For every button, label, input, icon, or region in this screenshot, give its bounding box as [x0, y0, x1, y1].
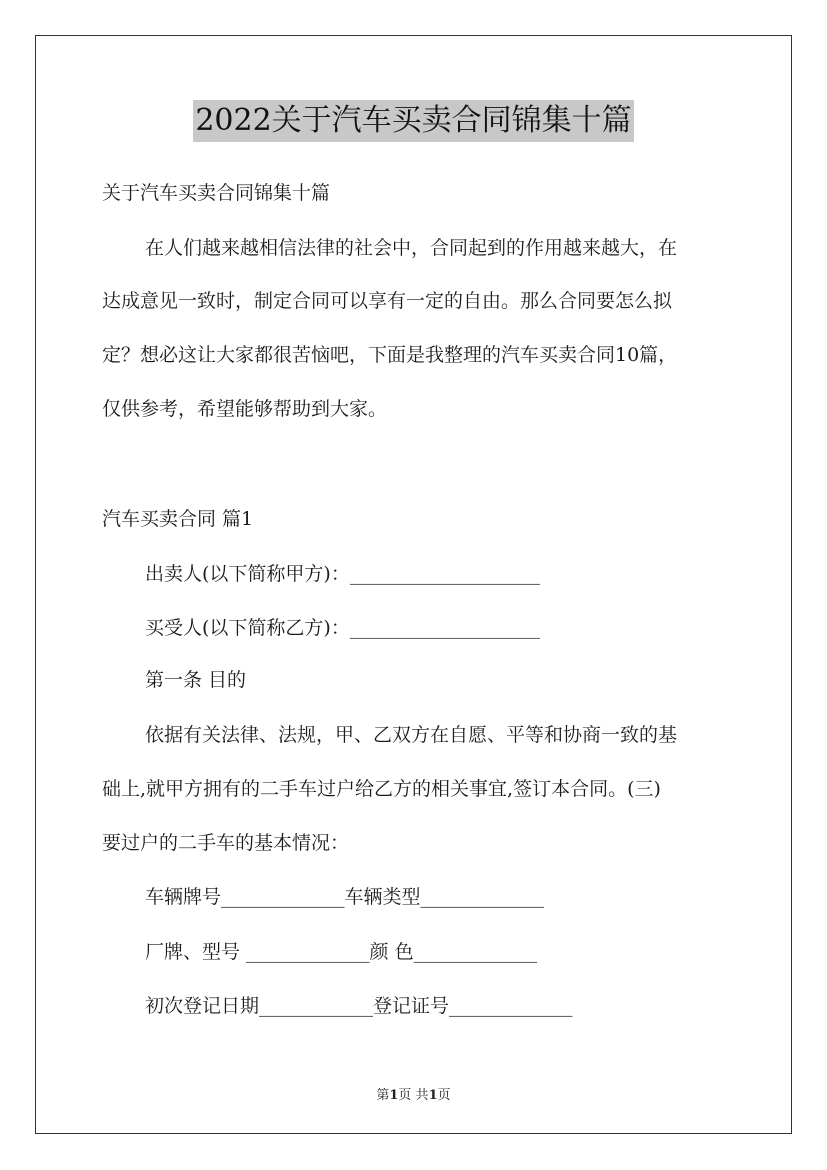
intro-line-4: 仅供参考，希望能够帮助到大家。 [102, 398, 388, 420]
purpose-line-2: 础上,就甲方拥有的二手车过户给乙方的相关事宜,签订本合同。(三) [102, 778, 661, 800]
buyer-line: 买受人(以下简称乙方)：____________________ [145, 617, 540, 639]
field-line-registration: 初次登记日期____________登记证号_____________ [145, 995, 573, 1017]
intro-line-3: 定？想必这让大家都很苦恼吧，下面是我整理的汽车买卖合同10篇， [102, 344, 678, 366]
section-heading: 汽车买卖合同 篇1 [102, 508, 254, 530]
footer-page-suffix: 页 [437, 1088, 451, 1103]
purpose-line-1: 依据有关法律、法规，甲、乙双方在自愿、平等和协商一致的基 [145, 724, 678, 746]
article-one-heading: 第一条 目的 [145, 669, 247, 691]
seller-line: 出卖人(以下简称甲方)：____________________ [145, 563, 540, 585]
footer-page-total: 1 [428, 1088, 438, 1103]
intro-line-2: 达成意见一致时，制定合同可以享有一定的自由。那么合同要怎么拟 [102, 290, 673, 312]
document-subtitle: 关于汽车买卖合同锦集十篇 [102, 182, 331, 204]
purpose-line-3: 要过户的二手车的基本情况： [102, 832, 350, 854]
page-footer [0, 1084, 827, 1103]
footer-page-mid: 页 共 [398, 1088, 429, 1103]
document-title: 2022关于汽车买卖合同锦集十篇 [193, 100, 633, 142]
title-container [0, 100, 827, 142]
field-line-model: 厂牌、型号 _____________颜 色_____________ [145, 941, 538, 963]
intro-line-1: 在人们越来越相信法律的社会中，合同起到的作用越来越大，在 [145, 237, 678, 259]
footer-page-number: 1 [389, 1088, 399, 1103]
footer-page-prefix: 第 [376, 1088, 390, 1103]
field-line-plate: 车辆牌号_____________车辆类型_____________ [145, 886, 545, 908]
